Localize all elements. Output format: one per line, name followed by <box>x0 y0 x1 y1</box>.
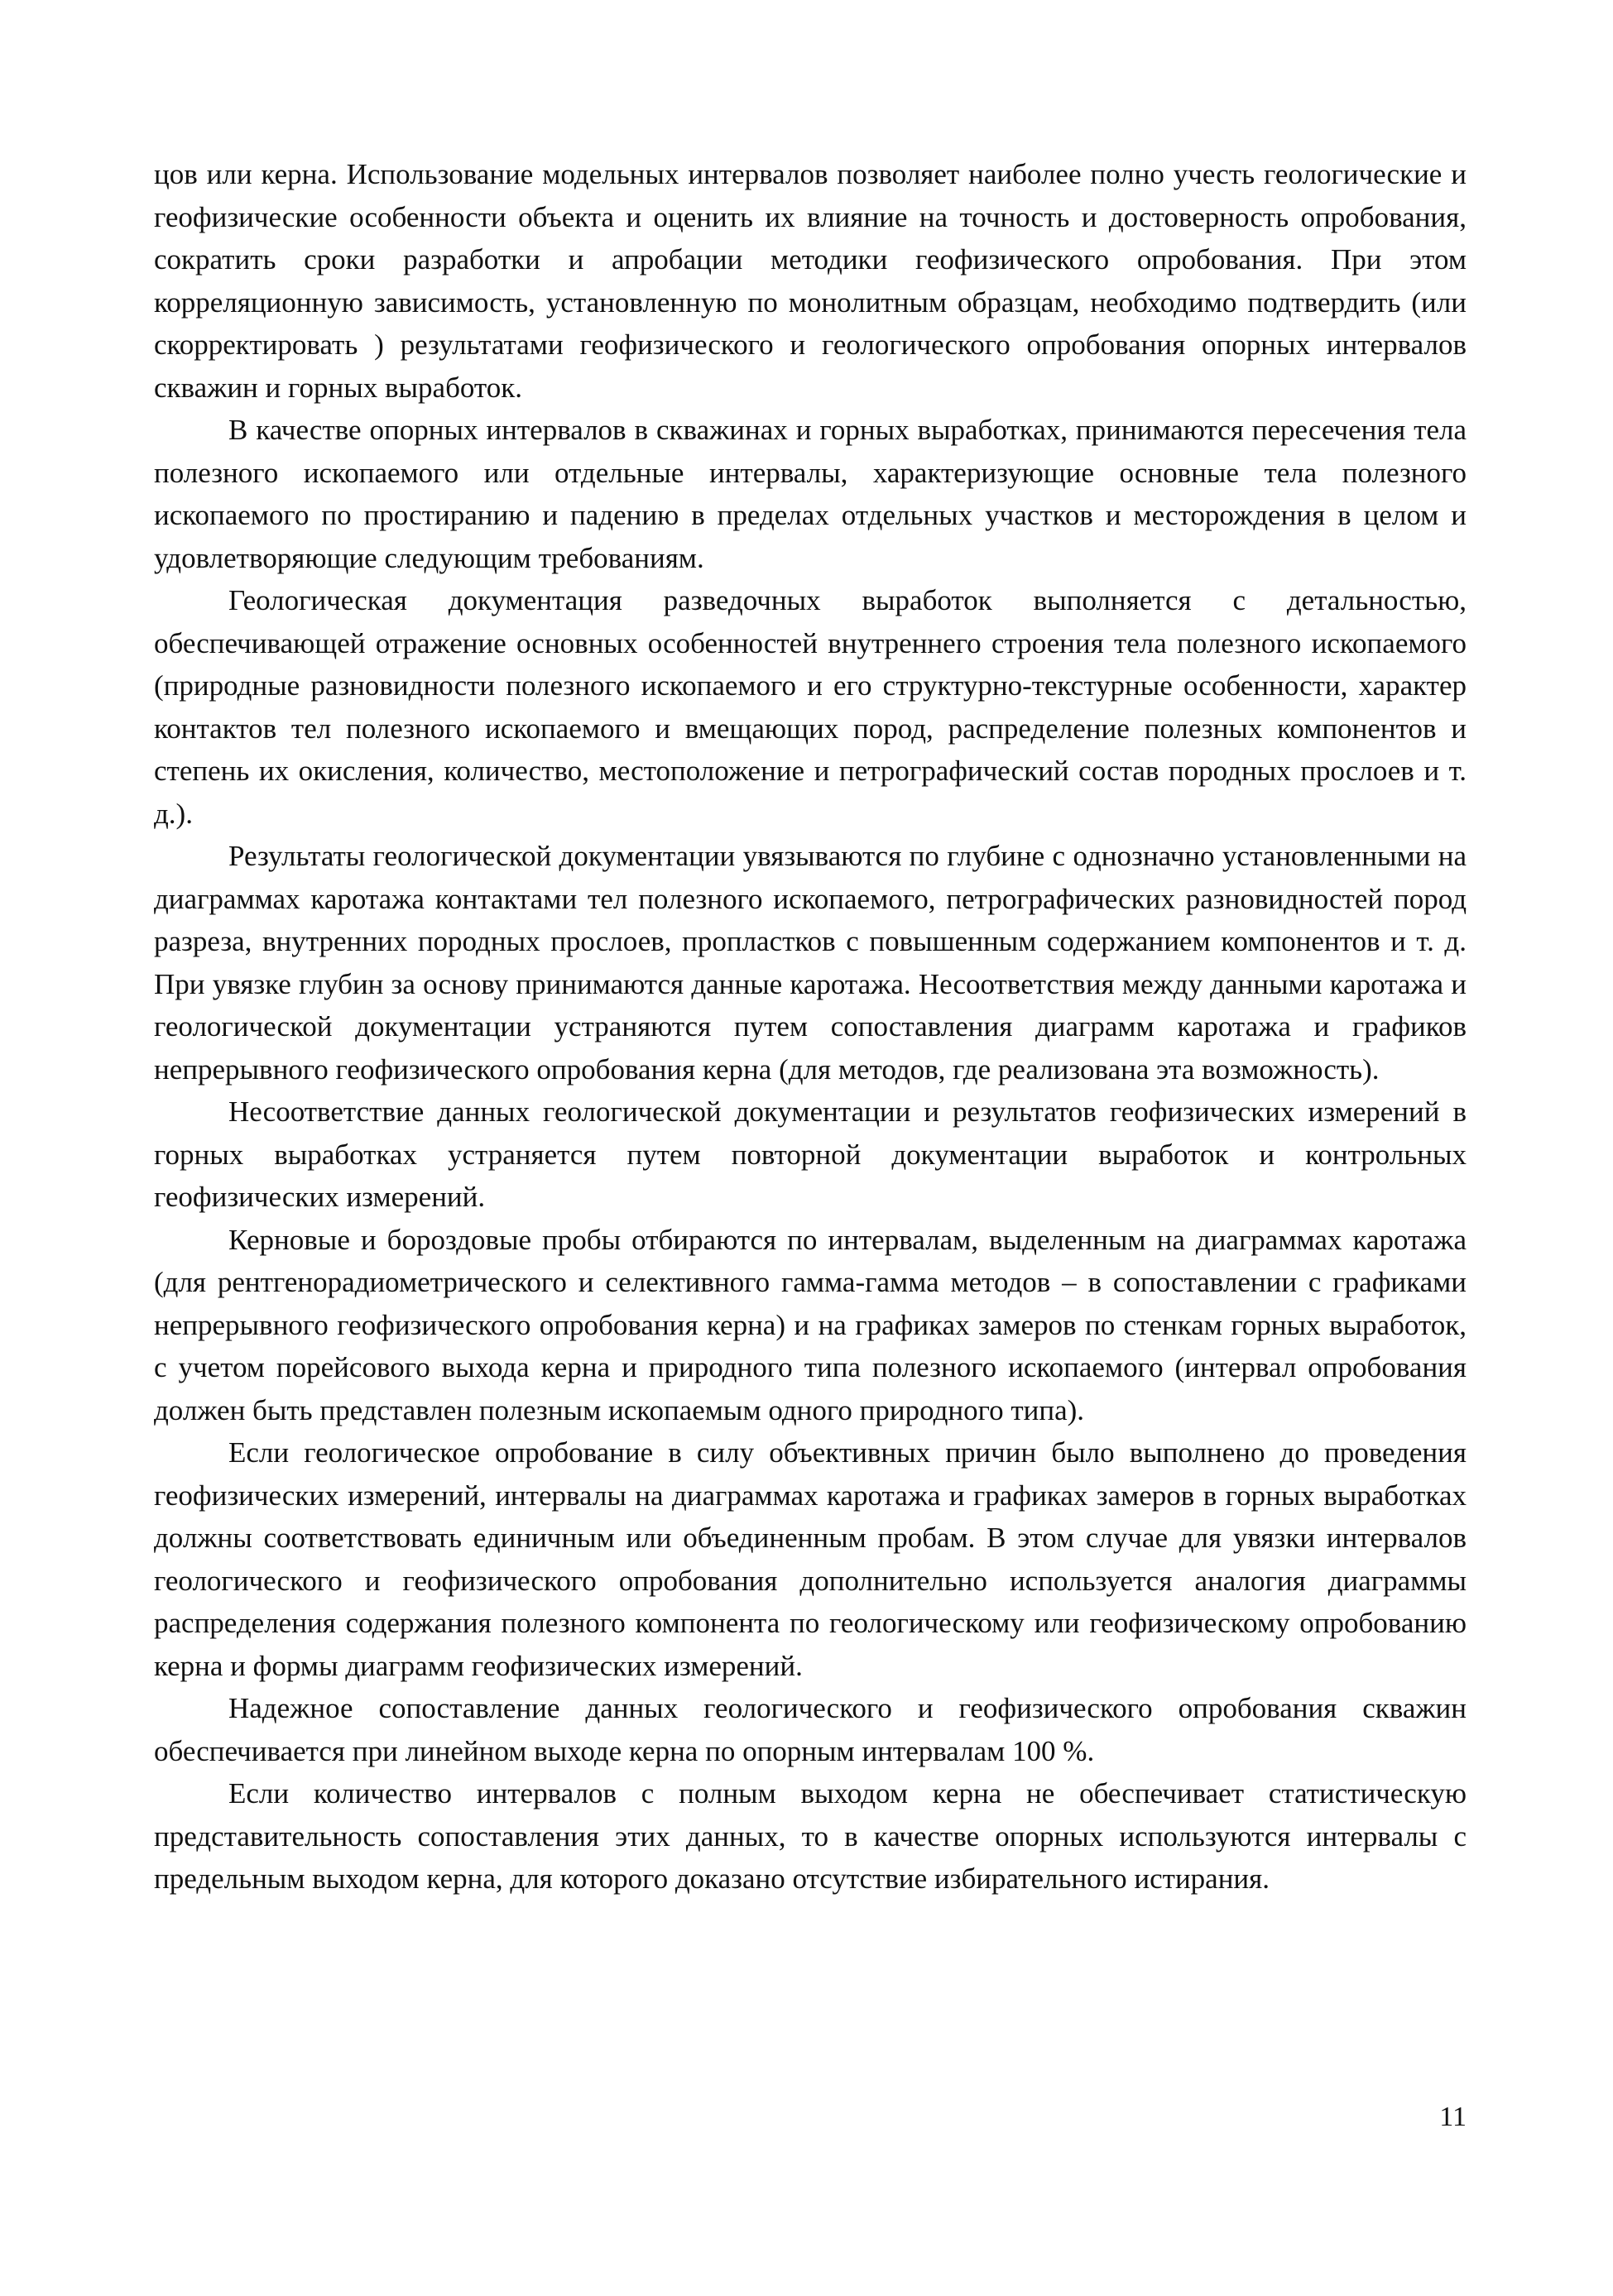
page-number: 11 <box>1439 2102 1467 2132</box>
body-text <box>154 153 1467 1901</box>
paragraph-core-samples: Керновые и бороздовые пробы отбираются по интервалам, выделенным на диаграммах каротажа (для рентгенорадиометрического и селективного гамма-гамма методов – в сопоставлении с графиками непрерывного геофизического опробования керна) и на графиках замеров по стенкам горных выработок, с учетом порейсового выхода керна и природного типа полезного ископаемого (интервал опробования должен быть представлен полезным ископаемым одного природного типа). <box>154 1223 1467 1426</box>
paragraph-core-recovery: Если количество интервалов с полным выходом керна не обеспечивает статистическую представительность сопоставления этих данных, то в качестве опорных используются интервалы с предельным выходом керна, для которого доказано отсутствие избирательного истирания. <box>154 1777 1467 1895</box>
paragraph-reliable-comparison: Надежное сопоставление данных геологического и геофизического опробования скважин обеспечивается при линейном выходе керна по опорным интервалам 100 %. <box>154 1692 1467 1767</box>
paragraph-geological-documentation: Геологическая документация разведочных выработок выполняется с детальностью, обеспечивающей отражение основных особенностей внутреннего строения тела полезного ископаемого (природные разновидности полезного ископаемого и его структурно-текстурные особенности, характер контактов тел полезного ископаемого и вмещающих пород, распределение полезных компонентов и степень их окисления, количество, местоположение и петрографический состав породных прослоев и т. д.). <box>154 584 1467 830</box>
paragraph-mismatch-mine-workings: Несоответствие данных геологической документации и результатов геофизических измерений в горных выработках устраняется путем повторной документации выработок и контрольных геофизических измерений. <box>154 1095 1467 1213</box>
paragraph-documentation-results: Результаты геологической документации увязываются по глубине с однозначно установленными на диаграммах каротажа контактами тел полезного ископаемого, петрографических разновидностей пород разреза, внутренних породных прослоев, пропластков с повышенным содержанием компонентов и т. д. При увязке глубин за основу принимаются данные каротажа. Несоответствия между данными каротажа и геологической документации устраняются путем сопоставления диаграмм каротажа и графиков непрерывного геофизического опробования керна (для методов, где реализована эта возможность). <box>154 840 1467 1086</box>
paragraph-reference-intervals: В качестве опорных интервалов в скважинах и горных выработках, принимаются пересечения тела полезного ископаемого или отдельные интервалы, характеризующие основные тела полезного ископаемого по простиранию и падению в пределах отдельных участков и месторождения в целом и удовлетворяющие следующим требованиям. <box>154 414 1467 574</box>
paragraph-prior-sampling: Если геологическое опробование в силу объективных причин было выполнено до проведения геофизических измерений, интервалы на диаграммах каротажа и графиках замеров в горных выработках должны соответствовать единичным или объединенным пробам. В этом случае для увязки интервалов геологического и геофизического опробования дополнительно используется аналогия диаграммы распределения содержания полезного компонента по геологическому или геофизическому опробованию керна и формы диаграмм геофизических измерений. <box>154 1436 1467 1682</box>
paragraph-continuation: цов или керна. Использование модельных интервалов позволяет наиболее полно учесть геологические и геофизические особенности объекта и оценить их влияние на точность и достоверность опробования, сократить сроки разработки и апробации методики геофизического опробования. При этом корреляционную зависимость, установленную по монолитным образцам, необходимо подтвердить (или скорректировать ) результатами геофизического и геологического опробования опорных интервалов скважин и горных выработок. <box>154 158 1467 404</box>
